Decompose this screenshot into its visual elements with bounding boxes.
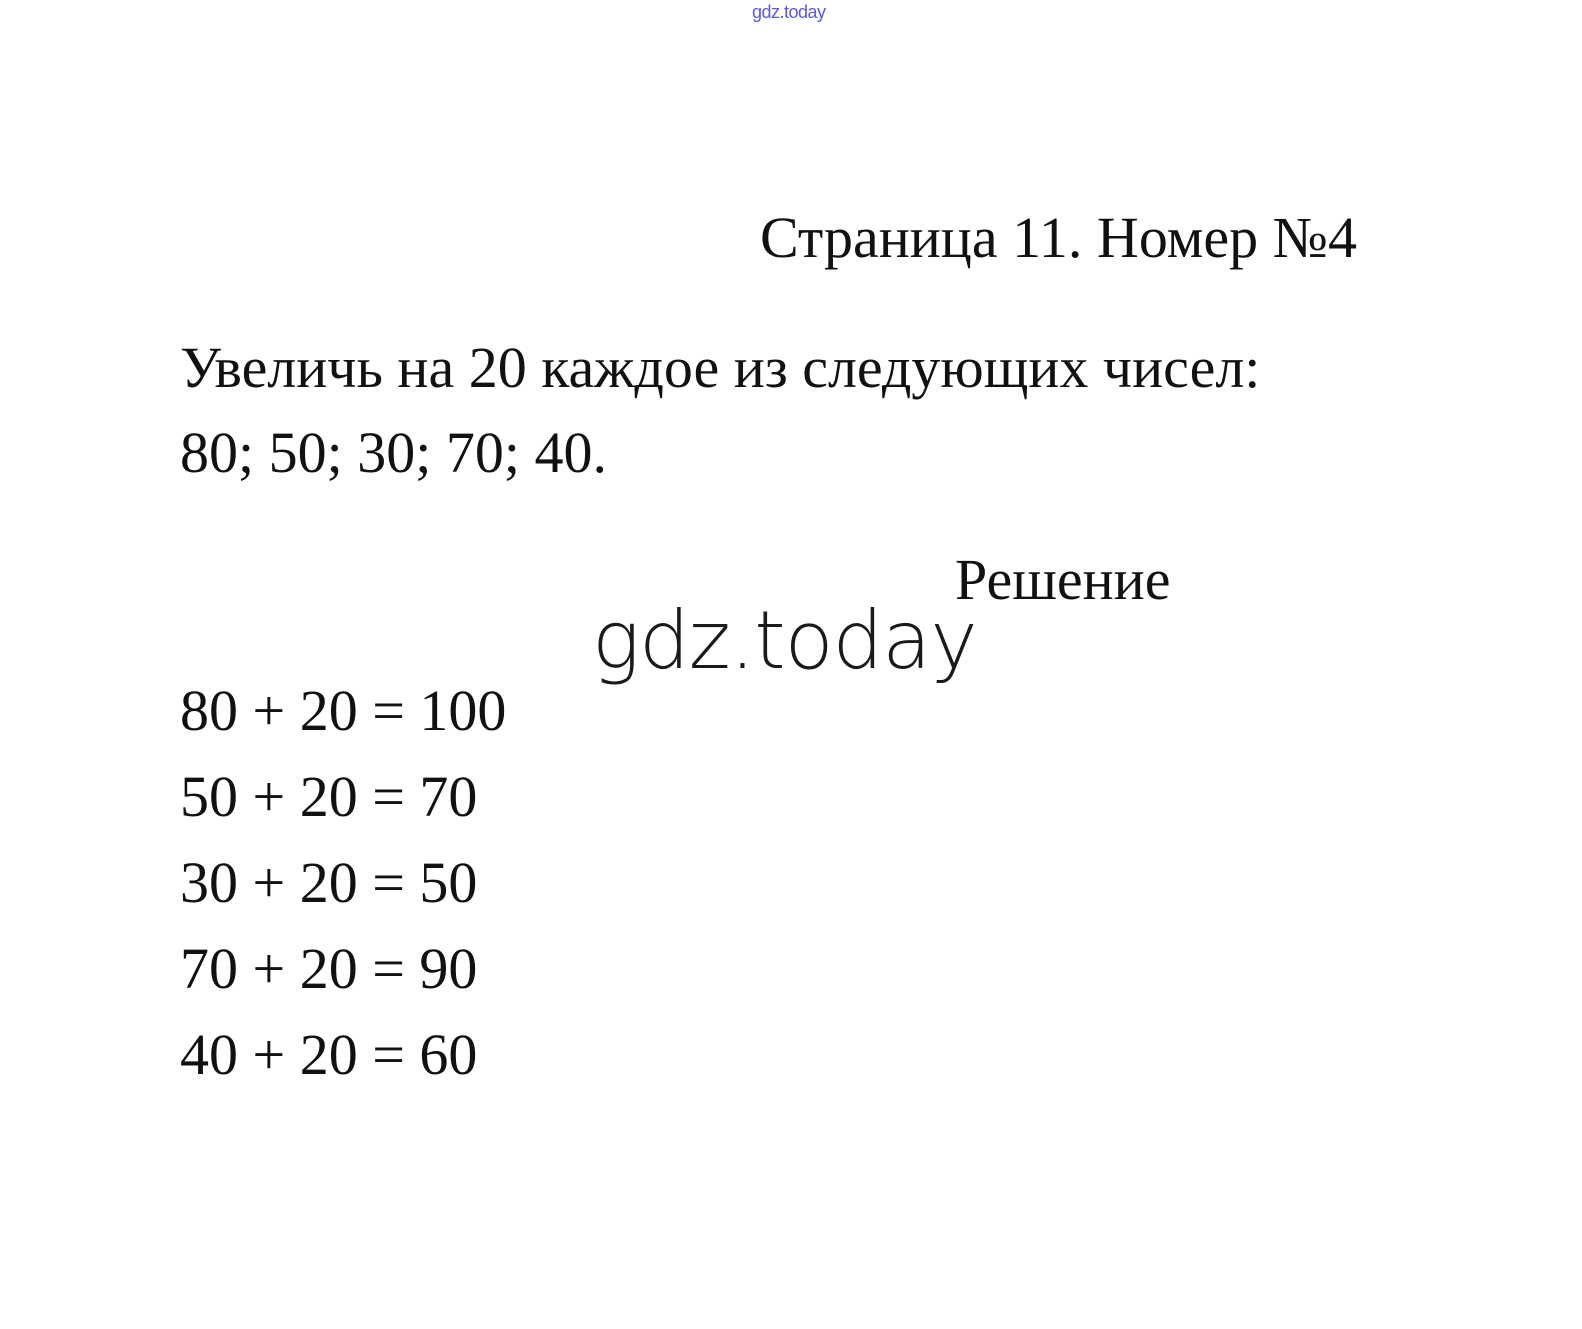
page-title: Страница 11. Номер №4 xyxy=(760,205,1357,270)
solution-heading: Решение xyxy=(955,547,1171,612)
solution-list xyxy=(180,668,506,1098)
center-watermark: gdz.today xyxy=(592,594,977,687)
solution-line: 30 + 20 = 50 xyxy=(180,850,478,915)
task-statement: Увеличь на 20 каждое из следующих чисел: xyxy=(180,335,1261,400)
solution-line: 40 + 20 = 60 xyxy=(180,1022,478,1087)
task-numbers: 80; 50; 30; 70; 40. xyxy=(180,420,607,485)
top-watermark: gdz.today xyxy=(752,2,826,22)
solution-line: 70 + 20 = 90 xyxy=(180,936,478,1001)
solution-line: 50 + 20 = 70 xyxy=(180,764,478,829)
solution-line: 80 + 20 = 100 xyxy=(180,678,507,743)
